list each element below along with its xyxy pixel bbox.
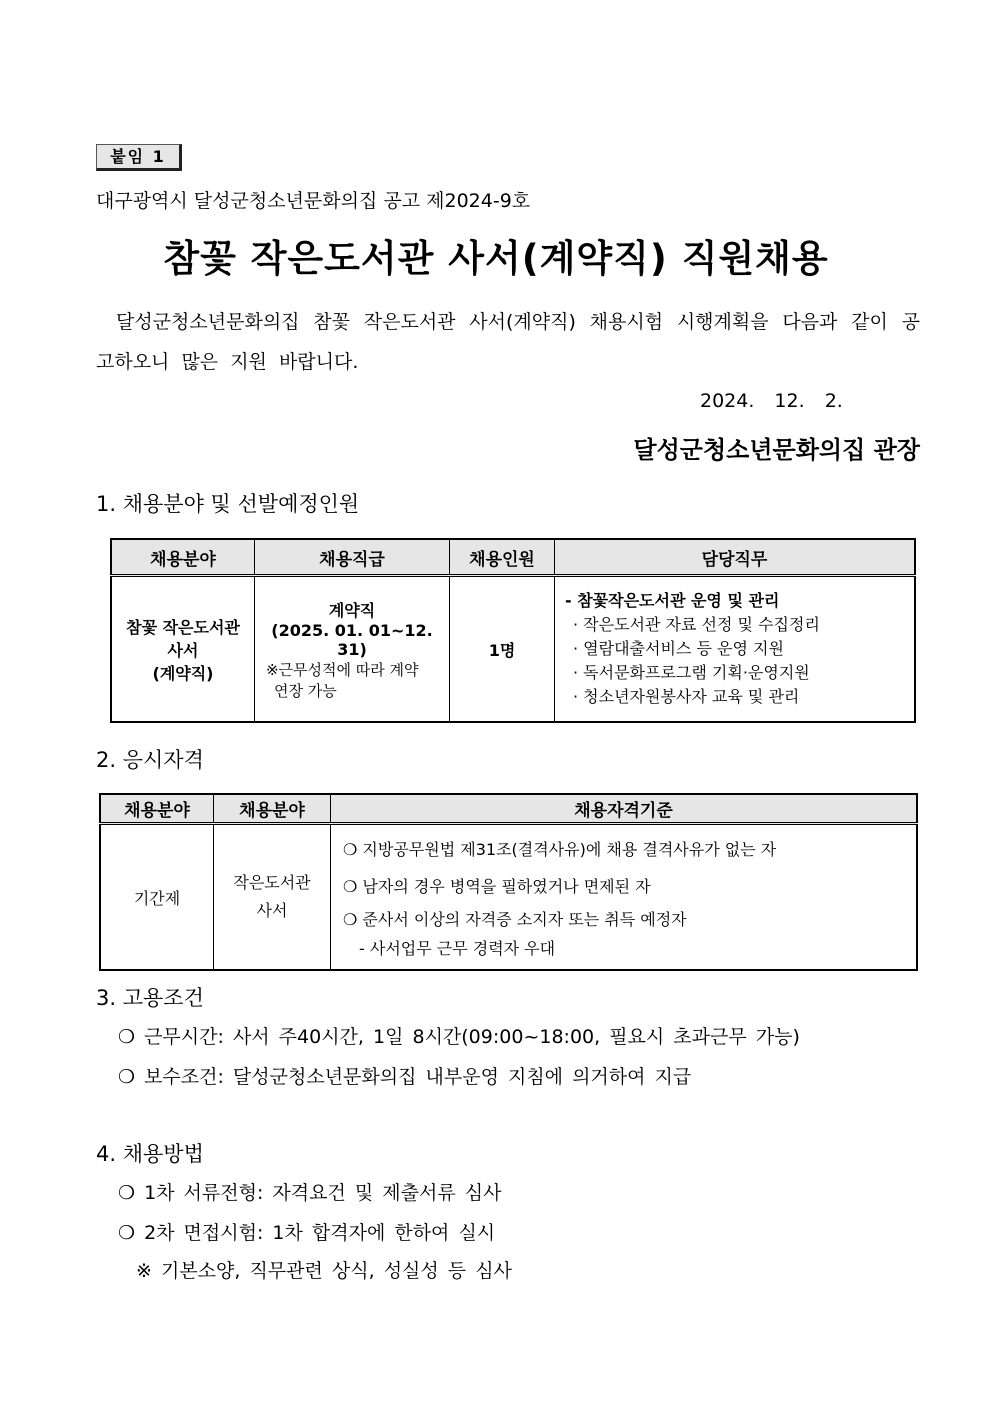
criteria-cell [331, 824, 918, 971]
selection-step: ❍ 1차 서류전형: 자격요건 및 제출서류 심사 [118, 1182, 502, 1204]
selection-note: ※ 기본소양, 직무관련 상식, 성실성 등 심사 [136, 1260, 512, 1282]
section3-heading: 3. 고용조건 [96, 986, 204, 1010]
header-category: 채용분야 [100, 794, 214, 824]
criteria-item: ❍ 지방공무원법 제31조(결격사유)에 채용 결격사유가 없는 자 [343, 840, 777, 859]
position-cell [214, 824, 331, 971]
header-field: 채용분야 [111, 539, 255, 576]
duty-item: · 작은도서관 자료 선정 및 수집정리 [573, 615, 820, 634]
duty-cell [555, 576, 916, 723]
qualification-table [99, 793, 918, 971]
section4-heading: 4. 채용방법 [96, 1142, 204, 1166]
attachment-label: 붙임 1 [96, 144, 182, 171]
position-line: 사서 [256, 901, 288, 920]
header-headcount: 채용인원 [450, 539, 555, 576]
rank-main: 계약직 [328, 600, 376, 620]
header-field: 채용분야 [214, 794, 331, 824]
criteria-sub: - 사서업무 근무 경력자 우대 [359, 939, 556, 958]
field-line: (계약직) [152, 663, 214, 683]
header-duty: 담당직무 [555, 539, 916, 576]
notice-date: 2024. 12. 2. [700, 390, 843, 412]
rank-note: ※근무성적에 따라 계약 [266, 660, 419, 679]
duty-item: · 열람대출서비스 등 운영 지원 [573, 639, 784, 658]
section2-heading: 2. 응시자격 [96, 748, 204, 772]
employment-condition: ❍ 근무시간: 사서 주40시간, 1일 8시간(09:00~18:00, 필요시 초과근무 가능) [118, 1026, 800, 1048]
rank-cell [255, 576, 450, 723]
field-cell [111, 576, 255, 723]
headcount-cell: 1명 [450, 576, 555, 723]
notice-number: 대구광역시 달성군청소년문화의집 공고 제2024-9호 [96, 190, 531, 212]
header-rank: 채용직급 [255, 539, 450, 576]
criteria-item: ❍ 남자의 경우 병역을 필하였거나 면제된 자 [343, 877, 651, 896]
category-cell: 기간제 [100, 824, 214, 971]
rank-note: 연장 가능 [274, 681, 337, 700]
position-line: 작은도서관 [233, 873, 311, 892]
page-title: 참꽃 작은도서관 사서(계약직) 직원채용 [163, 237, 829, 280]
selection-step: ❍ 2차 면접시험: 1차 합격자에 한하여 실시 [118, 1222, 496, 1244]
criteria-item: ❍ 준사서 이상의 자격증 소지자 또는 취득 예정자 [343, 910, 687, 929]
signer: 달성군청소년문화의집 관장 [633, 436, 920, 464]
field-line: 참꽃 작은도서관 [126, 617, 240, 637]
duty-item: · 청소년자원봉사자 교육 및 관리 [573, 687, 800, 706]
header-criteria: 채용자격기준 [331, 794, 918, 824]
section1-heading: 1. 채용분야 및 선발예정인원 [96, 492, 360, 516]
employment-condition: ❍ 보수조건: 달성군청소년문화의집 내부운영 지침에 의거하여 지급 [118, 1066, 692, 1088]
recruitment-table [110, 538, 916, 723]
duty-main: - 참꽃작은도서관 운영 및 관리 [565, 591, 780, 610]
field-line: 사서 [167, 640, 199, 660]
intro-paragraph: 달성군청소년문화의집 참꽃 작은도서관 사서(계약직) 채용시험 시행계획을 다음과 같이 공고하오니 많은 지원 바랍니다. [96, 311, 920, 373]
rank-period: (2025. 01. 01~12. 31) [271, 620, 433, 659]
duty-item: · 독서문화프로그램 기획·운영지원 [573, 663, 810, 682]
